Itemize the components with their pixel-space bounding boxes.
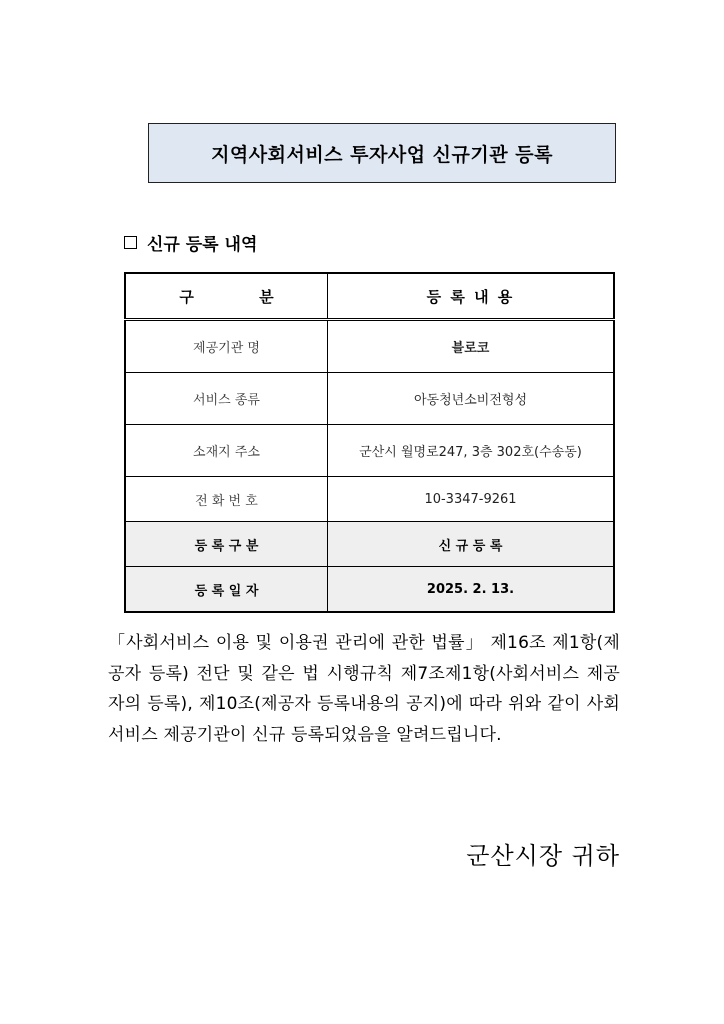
table-header-row <box>125 273 614 320</box>
table-row <box>125 373 614 425</box>
table-row <box>125 425 614 477</box>
row-value: 10-3347-9261 <box>328 477 615 522</box>
row-value: 신 규 등 록 <box>328 522 615 567</box>
row-label: 제공기관 명 <box>125 320 328 373</box>
section-label: 신규 등록 내역 <box>147 235 258 255</box>
registration-table <box>124 272 615 613</box>
row-label: 등 록 구 분 <box>125 522 328 567</box>
table-row <box>125 320 614 373</box>
row-label: 서비스 종류 <box>125 373 328 425</box>
table-row <box>125 567 614 613</box>
signature: 군산시장 귀하 <box>466 842 620 870</box>
row-label: 등 록 일 자 <box>125 567 328 613</box>
row-label: 전 화 번 호 <box>125 477 328 522</box>
header-content: 등 록 내 용 <box>328 273 615 320</box>
section-heading <box>124 230 257 255</box>
header-category: 구 분 <box>125 273 328 320</box>
row-value: 블로코 <box>328 320 615 373</box>
square-outline-icon <box>124 236 137 249</box>
row-value: 군산시 월명로247, 3층 302호(수송동) <box>328 425 615 477</box>
notice-body: 「사회서비스 이용 및 이용권 관리에 관한 법률」 제16조 제1항(제공자 등록) 전단 및 같은 법 시행규칙 제7조제1항(사회서비스 제공자의 등록), 제10조(제공자 등록내용의 공지)에 따라 위와 같이 사회서비스 제공기관이 신규 등록되었음을 알려드립니다. <box>108 633 620 745</box>
row-label: 소재지 주소 <box>125 425 328 477</box>
row-value: 아동청년소비전형성 <box>328 373 615 425</box>
table-row <box>125 477 614 522</box>
row-value: 2025. 2. 13. <box>328 567 615 613</box>
document-title: 지역사회서비스 투자사업 신규기관 등록 <box>148 123 616 183</box>
table-row <box>125 522 614 567</box>
